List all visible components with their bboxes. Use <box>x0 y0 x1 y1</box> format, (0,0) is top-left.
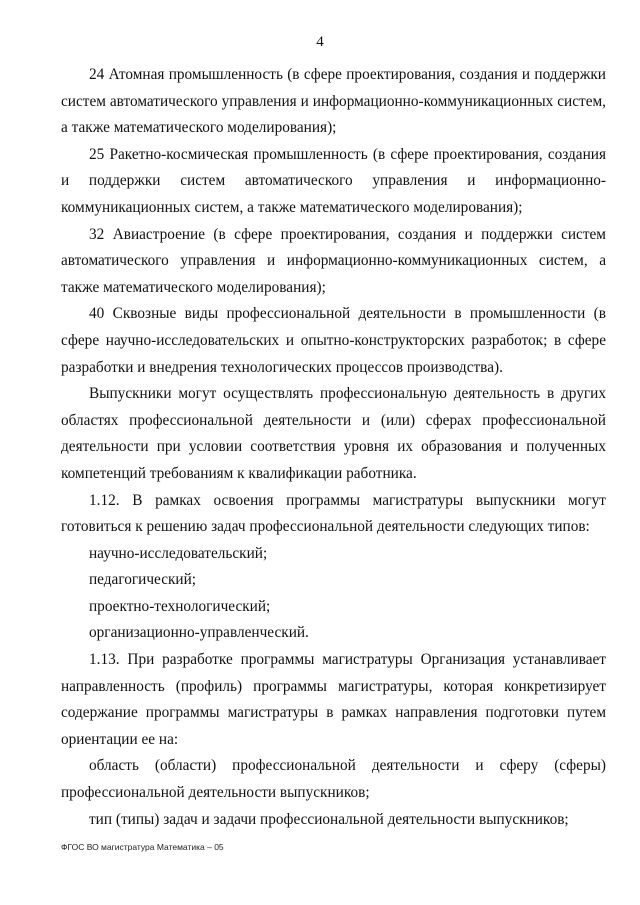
paragraph-graduates-other-areas: Выпускники могут осуществлять профессиональную деятельность в других областях профессиональной деятельности и (или) сферах профессиональной деятельности при условии соответствия уровня их образования и полученных компетенций требованиям к квалификации работника. <box>61 385 606 482</box>
page-footer: ФГОС ВО магистратура Математика – 05 <box>61 842 224 852</box>
list-item-research: научно-исследовательский; <box>89 544 268 562</box>
paragraph-cross-cutting-activities: 40 Сквозные виды профессиональной деятельности в промышленности (в сфере научно-исследовательских и опытно-конструкторских разработок; в сфере разработки и внедрения технологических процессов производства). <box>61 305 606 376</box>
paragraph-section-1-13: 1.13. При разработке программы магистратуры Организация устанавливает направленность (профиль) программы магистратуры, которая конкретизирует содержание программы магистратуры в рамках направления подготовки путем ориентации ее на: <box>61 651 606 748</box>
list-item-pedagogical: педагогический; <box>89 571 197 589</box>
list-item-design-technological: проектно-технологический; <box>89 597 271 615</box>
list-item-organizational-managerial: организационно-управленческий. <box>89 624 309 642</box>
paragraph-rocket-space-industry: 25 Ракетно-космическая промышленность (в сфере проектирования, создания и поддержки систем автоматического управления и информационно-коммуникационных систем, а также математического моделирования); <box>61 145 606 216</box>
paragraph-section-1-12: 1.12. В рамках освоения программы магистратуры выпускники могут готовиться к решению задач профессиональной деятельности следующих типов: <box>61 491 606 536</box>
paragraph-aircraft-industry: 32 Авиастроение (в сфере проектирования, создания и поддержки систем автоматического управления и информационно-коммуникационных систем, а также математического моделирования); <box>61 225 606 296</box>
paragraph-atomic-industry: 24 Атомная промышленность (в сфере проектирования, создания и поддержки систем автоматического управления и информационно-коммуникационных систем, а также математического моделирования); <box>61 66 606 137</box>
list-item-professional-areas: область (области) профессиональной деятельности и сферу (сферы) профессиональной деятельности выпускников; <box>61 757 606 802</box>
document-body <box>61 62 606 833</box>
page-number: 4 <box>316 34 324 50</box>
list-item-task-types: тип (типы) задач и задачи профессиональной деятельности выпускников; <box>89 810 569 828</box>
